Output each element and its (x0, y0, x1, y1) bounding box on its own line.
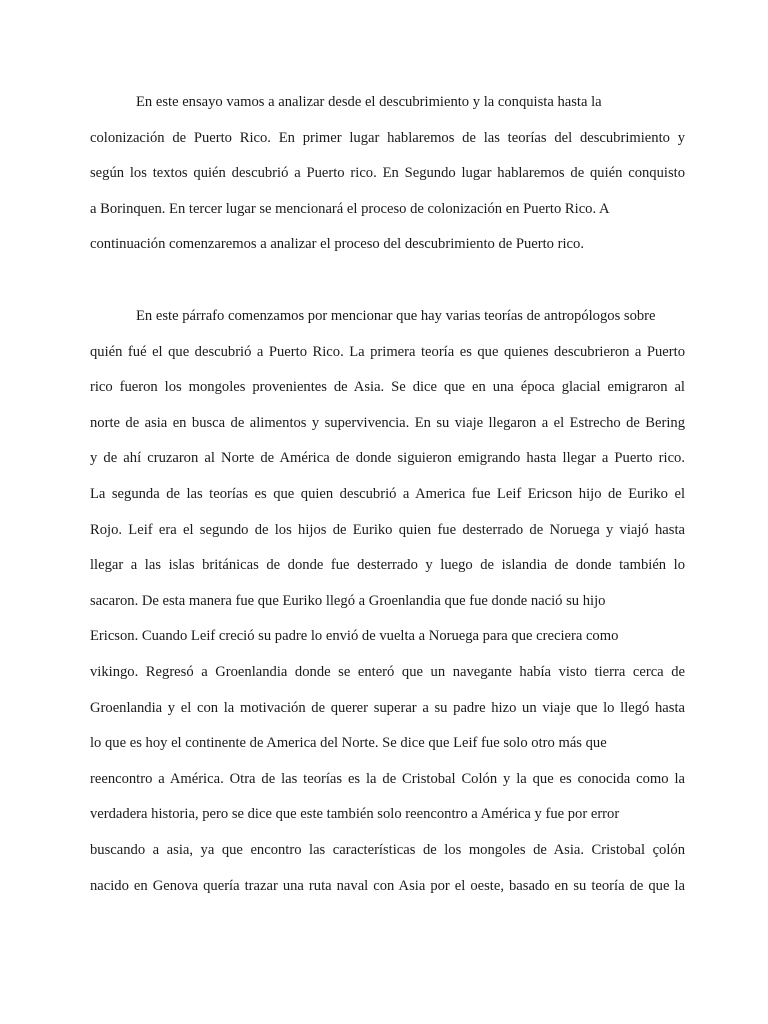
text-line: En este ensayo vamos a analizar desde el descubrimiento y la conquista hasta la (136, 94, 602, 110)
text-line: sacaron. De esta manera fue que Euriko llegó a Groenlandia que fue donde nació su hijo (90, 592, 606, 609)
text-line: verdadera historia, pero se dice que este también solo reencontro a América y fue por error (90, 806, 620, 823)
text-line: reencontro a América. Otra de las teorías es la de Cristobal Colón y la que es conocida como la (90, 770, 685, 787)
text-line: vikingo. Regresó a Groenlandia donde se enteró que un navegante había visto tierra cerca de (90, 663, 685, 680)
text-line: y de ahí cruzaron al Norte de América de donde siguieron emigrando hasta llegar a Puerto rico. (90, 450, 685, 467)
text-line: norte de asia en busca de alimentos y supervivencia. En su viaje llegaron a el Estrecho de Bering (90, 414, 685, 431)
text-line: Groenlandia y el con la motivación de querer superar a su padre hizo un viaje que lo llegó hasta (90, 699, 685, 716)
text-line: rico fueron los mongoles provenientes de Asia. Se dice que en una época glacial emigraron al (90, 379, 685, 396)
text-line: nacido en Genova quería trazar una ruta naval con Asia por el oeste, basado en su teoría de que la (90, 877, 685, 894)
text-line: La segunda de las teorías es que quien descubrió a America fue Leif Ericson hijo de Euriko el (90, 485, 685, 502)
text-line: lo que es hoy el continente de America del Norte. Se dice que Leif fue solo otro más que (90, 735, 607, 752)
text-line: En este párrafo comenzamos por mencionar que hay varias teorías de antropólogos sobre (136, 308, 656, 324)
paragraph-intro (90, 85, 685, 263)
text-line: Ericson. Cuando Leif creció su padre lo envió de vuelta a Noruega para que creciera como (90, 628, 619, 645)
text-line: a Borinquen. En tercer lugar se mencionará el proceso de colonización en Puerto Rico. A (90, 200, 610, 217)
text-line: colonización de Puerto Rico. En primer lugar hablaremos de las teorías del descubrimiento y (90, 129, 685, 146)
text-line: llegar a las islas británicas de donde fue desterrado y luego de islandia de donde también lo (90, 557, 685, 574)
text-line: según los textos quién descubrió a Puerto rico. En Segundo lugar hablaremos de quién conquisto (90, 165, 685, 182)
text-line: buscando a asia, ya que encontro las características de los mongoles de Asia. Cristobal çolón (90, 841, 685, 858)
paragraph-discovery-theories (90, 299, 685, 904)
text-line: Rojo. Leif era el segundo de los hijos de Euriko quien fue desterrado de Noruega y viajó hasta (90, 521, 685, 538)
text-line: quién fué el que descubrió a Puerto Rico. La primera teoría es que quienes descubrieron a Puerto (90, 343, 685, 360)
text-line: continuación comenzaremos a analizar el proceso del descubrimiento de Puerto rico. (90, 236, 584, 253)
